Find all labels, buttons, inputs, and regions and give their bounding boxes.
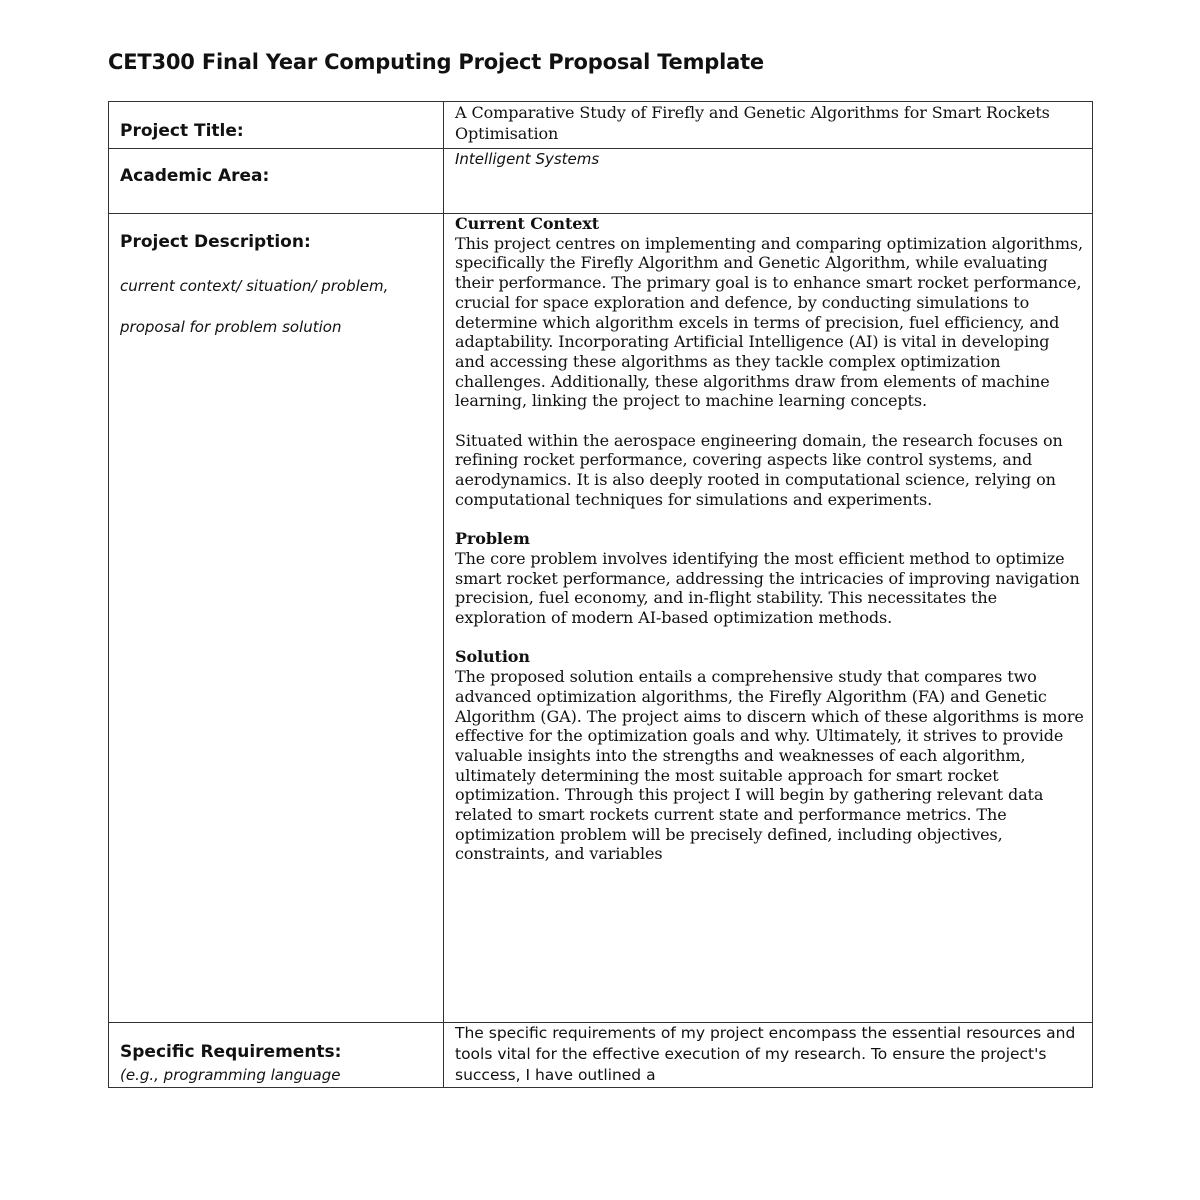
specific-requirements-hint: (e.g., programming language [120,1066,341,1084]
paragraph-solution: The proposed solution entails a comprehensive study that compares two advanced optimization algorithms, the Firefly Algorithm (FA) and Genetic Algorithm (GA). The project aims to discern which of these algorithms is more effective for the optimization goals and why. Ultimately, it strives to provide valuable insights into the strengths and weaknesses of each algorithm, ultimately determining the most suitable approach for smart rocket optimization. Through this project I will begin by gathering relevant data related to smart rockets current state and performance metrics. The optimization problem will be precisely defined, including objectives, constraints, and variables [455,667,1084,864]
heading-current-context: Current Context [455,214,600,233]
specific-requirements-label: Specific Requirements: [120,1042,342,1062]
academic-area-label-cell [109,149,444,214]
row-project-description [109,214,1093,1023]
heading-solution: Solution [455,647,530,667]
project-description-body [444,214,1092,864]
academic-area-value: Intelligent Systems [455,150,600,168]
specific-requirements-label-cell [109,1023,444,1088]
row-academic-area [109,149,1093,214]
row-specific-requirements [109,1023,1093,1088]
specific-requirements-value-cell [444,1023,1093,1088]
project-title-value: A Comparative Study of Firefly and Genetic Algorithms for Smart Rockets Optimisation [455,103,1050,143]
description-hint-proposal: proposal for problem solution [120,318,342,336]
project-title-value-cell [444,102,1093,149]
heading-problem: Problem [455,529,530,549]
project-title-label: Project Title: [120,121,244,141]
project-description-label-cell [109,214,444,1023]
project-title-label-cell [109,102,444,149]
academic-area-label: Academic Area: [120,166,270,186]
proposal-form-table [108,101,1093,1088]
row-project-title [109,102,1093,149]
project-description-value-cell [444,214,1093,1023]
specific-requirements-value: The specific requirements of my project encompass the essential resources and tools vital for the effective execution of my research. To ensure the project's success, I have outlined a [455,1024,1076,1084]
paragraph-current-context: This project centres on implementing and comparing optimization algorithms, specifically the Firefly Algorithm and Genetic Algorithm, while evaluating their performance. The primary goal is to enhance smart rocket performance, crucial for space exploration and defence, by conducting simulations to determine which algorithm excels in terms of precision, fuel efficiency, and adaptability. Incorporating Artificial Intelligence (AI) is vital in developing and accessing these algorithms as they tackle complex optimization challenges. Additionally, these algorithms draw from elements of machine learning, linking the project to machine learning concepts. [455,233,1084,411]
paragraph-problem: The core problem involves identifying the most efficient method to optimize smart rocket performance, addressing the intricacies of improving navigation precision, fuel economy, and in-flight stability. This necessitates the exploration of modern AI-based optimization methods. [455,548,1080,628]
academic-area-value-cell [444,149,1093,214]
description-hint-context: current context/ situation/ problem, [120,277,389,295]
page-title: CET300 Final Year Computing Project Proposal Template [108,50,764,74]
paragraph-domain: Situated within the aerospace engineering domain, the research focuses on refining rocket performance, covering aspects like control systems, and aerodynamics. It is also deeply rooted in computational science, relying on computational techniques for simulations and experiments. [455,430,1063,509]
project-description-label: Project Description: [120,232,311,252]
